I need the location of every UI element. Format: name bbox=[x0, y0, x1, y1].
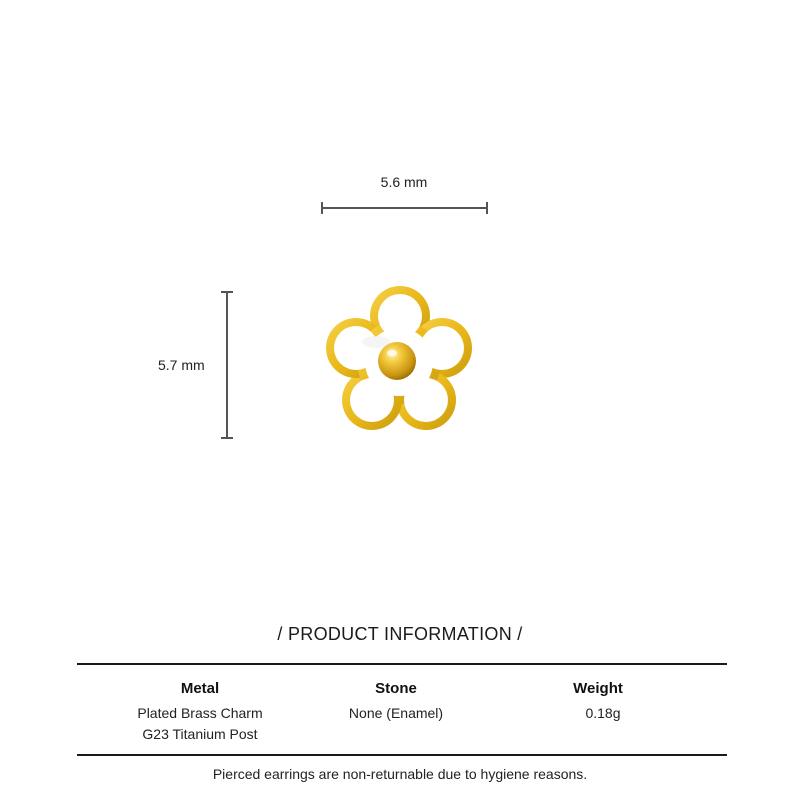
weight-heading: Weight bbox=[573, 680, 623, 697]
height-dimension-label: 5.7 mm bbox=[158, 357, 205, 373]
width-dimension-label: 5.6 mm bbox=[380, 174, 428, 190]
bottom-divider bbox=[77, 754, 727, 756]
stone-column bbox=[316, 680, 476, 724]
top-divider bbox=[77, 663, 727, 665]
metal-value-1: Plated Brass Charm bbox=[137, 705, 263, 721]
returns-note: Pierced earrings are non-returnable due to hygiene reasons. bbox=[212, 766, 588, 782]
metal-value-2: G23 Titanium Post bbox=[142, 726, 258, 742]
flower-earring-icon bbox=[316, 278, 482, 444]
metal-heading: Metal bbox=[180, 680, 220, 697]
metal-column bbox=[120, 680, 280, 745]
stone-value: None (Enamel) bbox=[348, 705, 444, 721]
product-info-title: / PRODUCT INFORMATION / bbox=[277, 624, 523, 644]
weight-value: 0.18g bbox=[585, 705, 621, 721]
stone-heading: Stone bbox=[375, 680, 417, 697]
weight-column bbox=[518, 680, 678, 724]
